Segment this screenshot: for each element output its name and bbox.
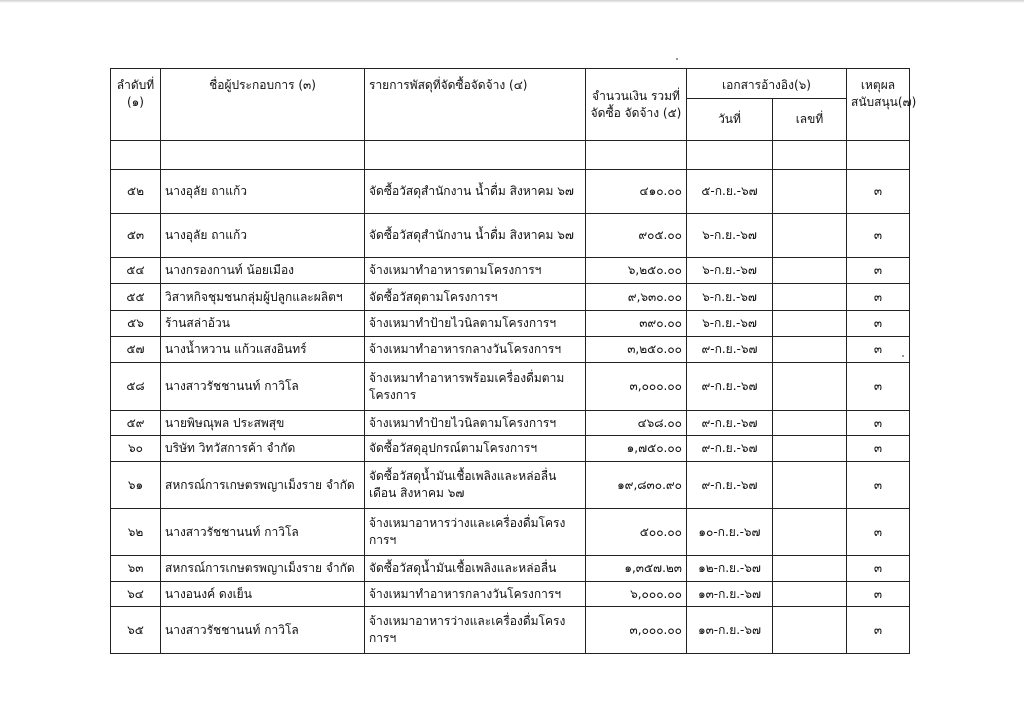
cell-date: ๖-ก.ย.-๖๗: [687, 284, 773, 311]
cell-no: ๖๐: [111, 436, 161, 462]
table-header: [111, 69, 917, 141]
header-ref-number: เลขที่: [773, 99, 847, 141]
cell-date: ๙-ก.ย.-๖๗: [687, 411, 773, 436]
cell-date: ๖-ก.ย.-๖๗: [687, 258, 773, 284]
cell-amount: ๔๖๘.๐๐: [586, 411, 687, 436]
cell-item: จัดซื้อวัสดุน้ำมันเชื้อเพลิงและหล่อลื่น: [365, 556, 586, 582]
table-row: [111, 436, 910, 462]
cell-amount: ๑๙,๘๓๐.๙๐: [586, 462, 687, 509]
header-amount: จำนวนเงิน รวมที่จัดซื้อ จัดจ้าง (๕): [586, 69, 687, 141]
cell-amount: ๖,๒๕๐.๐๐: [586, 258, 687, 284]
cell-vendor: สหกรณ์การเกษตรพญาเม็งราย จำกัด: [161, 556, 365, 582]
cell-vendor: สหกรณ์การเกษตรพญาเม็งราย จำกัด: [161, 462, 365, 509]
cell-vendor: นางน้ำหวาน แก้วแสงอินทร์: [161, 337, 365, 363]
cell-vendor: นางอุลัย ถาแก้ว: [161, 214, 365, 258]
cell-item: จ้างเหมาอาหารว่างและเครื่องดื่มโครงการฯ: [365, 607, 586, 654]
cell-vendor: นางอนงค์ ดงเย็น: [161, 582, 365, 607]
cell-amount: ๓,๐๐๐.๐๐: [586, 607, 687, 654]
cell-amount: ๑,๓๕๗.๒๓: [586, 556, 687, 582]
cell-vendor: นางสาวรัชชานนท์ กาวิโล: [161, 363, 365, 411]
cell-ref-number: [773, 258, 847, 284]
table-row: [111, 363, 910, 411]
cell-item: จัดซื้อวัสดุสำนักงาน น้ำดื่ม สิงหาคม ๖๗: [365, 214, 586, 258]
scan-top-edge: [0, 0, 1024, 3]
table-row: [111, 411, 910, 436]
header-reference: เอกสารอ้างอิง(๖): [687, 69, 847, 99]
table-row: [111, 462, 910, 509]
header-vendor: ชื่อผู้ประกอบการ (๓): [161, 69, 365, 141]
cell-no: ๕๖: [111, 311, 161, 337]
cell-no: ๕๘: [111, 363, 161, 411]
cell-no: ๕๔: [111, 258, 161, 284]
cell-item: จัดซื้อวัสดุน้ำมันเชื้อเพลิงและหล่อลื่น เดือน สิงหาคม ๖๗: [365, 462, 586, 509]
header-no: ลำดับที่ (๑): [111, 69, 161, 141]
table-row: [111, 582, 910, 607]
cell-reason: ๓: [847, 363, 910, 411]
cell-item: จ้างเหมาทำอาหารพร้อมเครื่องดื่มตามโครงการ: [365, 363, 586, 411]
cell-item: จัดซื้อวัสดุตามโครงการฯ: [365, 284, 586, 311]
cell-date: ๙-ก.ย.-๖๗: [687, 436, 773, 462]
header-gap-row: [111, 141, 910, 170]
table-row: [111, 311, 910, 337]
cell-no: ๕๗: [111, 337, 161, 363]
cell-date: ๙-ก.ย.-๖๗: [687, 337, 773, 363]
header-date: วันที่: [687, 99, 773, 141]
cell-amount: ๖,๐๐๐.๐๐: [586, 582, 687, 607]
cell-vendor: นางสาวรัชชานนท์ กาวิโล: [161, 607, 365, 654]
cell-date: ๙-ก.ย.-๖๗: [687, 363, 773, 411]
cell-ref-number: [773, 436, 847, 462]
cell-item: จัดซื้อวัสดุอุปกรณ์ตามโครงการฯ: [365, 436, 586, 462]
cell-reason: ๓: [847, 556, 910, 582]
cell-date: ๕-ก.ย.-๖๗: [687, 170, 773, 214]
cell-amount: ๙,๖๓๐.๐๐: [586, 284, 687, 311]
cell-vendor: นางกรองกานท์ น้อยเมือง: [161, 258, 365, 284]
cell-date: ๑๐-ก.ย.-๖๗: [687, 509, 773, 556]
cell-vendor: ร้านสล่าอ้วน: [161, 311, 365, 337]
cell-no: ๖๑: [111, 462, 161, 509]
cell-date: ๑๒-ก.ย.-๖๗: [687, 556, 773, 582]
cell-item: จ้างเหมาทำป้ายไวนิลตามโครงการฯ: [365, 311, 586, 337]
table-row: [111, 214, 910, 258]
cell-no: ๖๒: [111, 509, 161, 556]
cell-no: ๖๔: [111, 582, 161, 607]
cell-ref-number: [773, 556, 847, 582]
table-row: [111, 170, 910, 214]
cell-item: จ้างเหมาทำอาหารกลางวันโครงการฯ: [365, 337, 586, 363]
cell-reason: ๓: [847, 411, 910, 436]
procurement-table: [110, 68, 917, 654]
cell-no: ๕๕: [111, 284, 161, 311]
cell-ref-number: [773, 311, 847, 337]
cell-reason: ๓: [847, 436, 910, 462]
cell-no: ๕๒: [111, 170, 161, 214]
cell-ref-number: [773, 411, 847, 436]
cell-item: จ้างเหมาทำป้ายไวนิลตามโครงการฯ: [365, 411, 586, 436]
cell-ref-number: [773, 607, 847, 654]
cell-reason: ๓: [847, 311, 910, 337]
cell-reason: ๓: [847, 337, 910, 363]
cell-reason: ๓: [847, 170, 910, 214]
cell-reason: ๓: [847, 509, 910, 556]
cell-ref-number: [773, 582, 847, 607]
cell-amount: ๔๑๐.๐๐: [586, 170, 687, 214]
cell-no: ๖๕: [111, 607, 161, 654]
cell-ref-number: [773, 337, 847, 363]
cell-vendor: นางอุลัย ถาแก้ว: [161, 170, 365, 214]
cell-ref-number: [773, 363, 847, 411]
cell-amount: ๓๙๐.๐๐: [586, 311, 687, 337]
cell-amount: ๓,๒๕๐.๐๐: [586, 337, 687, 363]
cell-amount: ๙๐๕.๐๐: [586, 214, 687, 258]
table-row: [111, 258, 910, 284]
cell-date: ๑๓-ก.ย.-๖๗: [687, 607, 773, 654]
cell-reason: ๓: [847, 258, 910, 284]
cell-date: ๖-ก.ย.-๖๗: [687, 214, 773, 258]
cell-vendor: บริษัท วิทวัสการค้า จำกัด: [161, 436, 365, 462]
cell-date: ๑๓-ก.ย.-๖๗: [687, 582, 773, 607]
cell-reason: ๓: [847, 462, 910, 509]
cell-ref-number: [773, 284, 847, 311]
cell-reason: ๓: [847, 284, 910, 311]
cell-vendor: นายพิษณุพล ประสพสุข: [161, 411, 365, 436]
table-row: [111, 284, 910, 311]
cell-item: จ้างเหมาทำอาหารกลางวันโครงการฯ: [365, 582, 586, 607]
cell-vendor: นางสาวรัชชานนท์ กาวิโล: [161, 509, 365, 556]
cell-ref-number: [773, 170, 847, 214]
cell-ref-number: [773, 214, 847, 258]
cell-vendor: วิสาหกิจชุมชนกลุ่มผู้ปลูกและผลิตฯ: [161, 284, 365, 311]
cell-no: ๕๓: [111, 214, 161, 258]
cell-amount: ๕๐๐.๐๐: [586, 509, 687, 556]
table-row: [111, 556, 910, 582]
cell-ref-number: [773, 509, 847, 556]
table-row: [111, 337, 910, 363]
table-row: [111, 509, 910, 556]
cell-no: ๖๓: [111, 556, 161, 582]
cell-item: จ้างเหมาทำอาหารตามโครงการฯ: [365, 258, 586, 284]
cell-no: ๕๙: [111, 411, 161, 436]
cell-amount: ๓,๐๐๐.๐๐: [586, 363, 687, 411]
cell-item: จ้างเหมาอาหารว่างและเครื่องดื่มโครงการฯ: [365, 509, 586, 556]
cell-reason: ๓: [847, 582, 910, 607]
cell-amount: ๑,๗๕๐.๐๐: [586, 436, 687, 462]
cell-item: จัดซื้อวัสดุสำนักงาน น้ำดื่ม สิงหาคม ๖๗: [365, 170, 586, 214]
cell-date: ๙-ก.ย.-๖๗: [687, 462, 773, 509]
cell-date: ๖-ก.ย.-๖๗: [687, 311, 773, 337]
header-item: รายการพัสดุที่จัดซื้อจัดจ้าง (๔): [365, 69, 586, 141]
scan-speck: [676, 58, 678, 60]
cell-ref-number: [773, 462, 847, 509]
cell-reason: ๓: [847, 607, 910, 654]
cell-reason: ๓: [847, 214, 910, 258]
header-reason: เหตุผล สนับสนุน(๗): [847, 69, 910, 141]
table-row: [111, 607, 910, 654]
